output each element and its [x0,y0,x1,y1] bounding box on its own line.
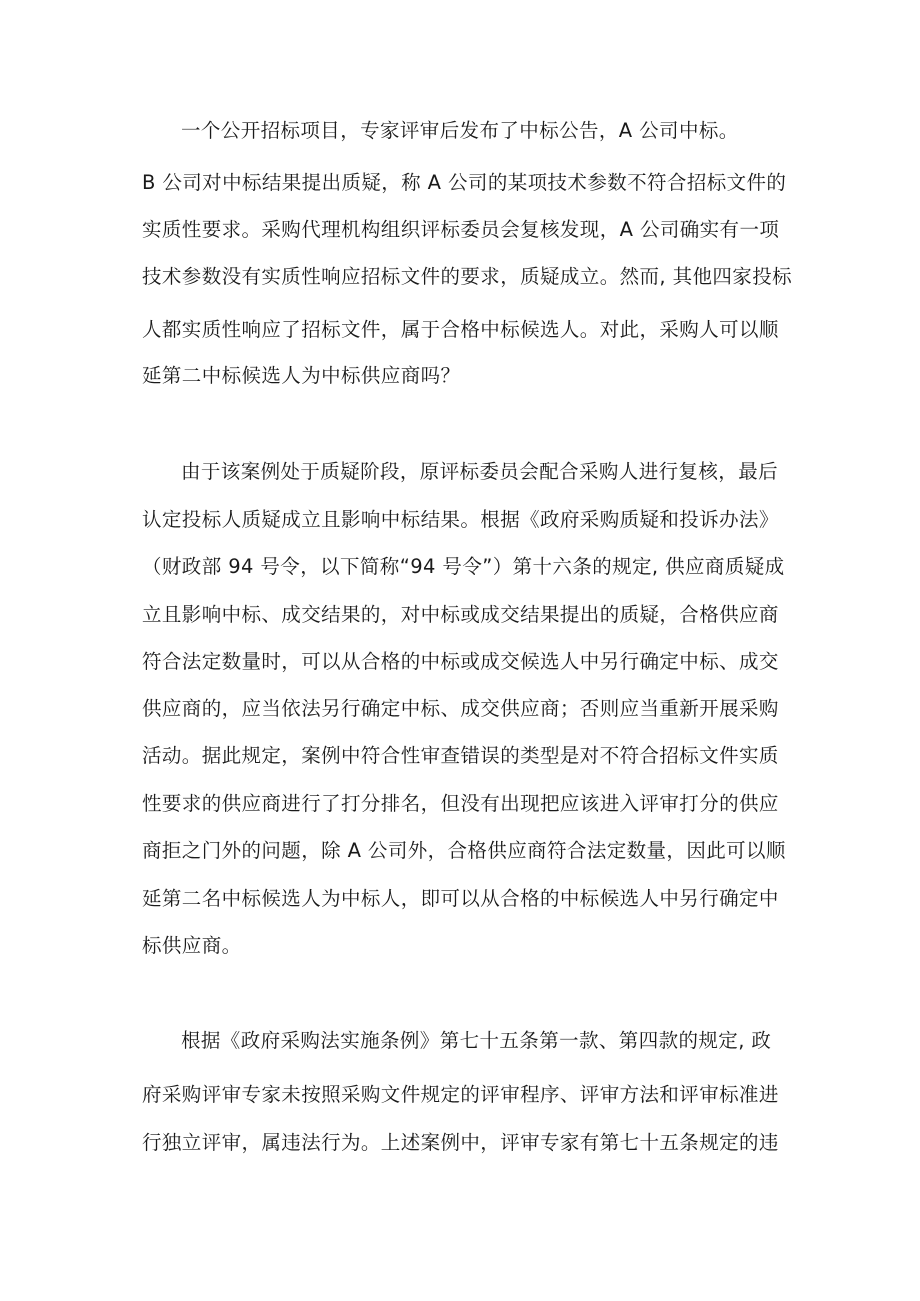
paragraph-1-line-6: 延第二中标候选人为中标供应商吗？ [142,364,461,387]
paragraph-2-line-4: 立且影响中标、成交结果的，对中标或成交结果提出的质疑，合格供应商 [142,603,779,626]
paragraph-2-line-6: 供应商的，应当依法另行确定中标、成交供应商；否则应当重新开展采购 [142,697,779,720]
paragraph-2-line-10: 延第二名中标候选人为中标人，即可以从合格的中标候选人中另行确定中 [142,887,779,910]
paragraph-2-line-8: 性要求的供应商进行了打分排名，但没有出现把应该进入评审打分的供应 [142,792,779,815]
paragraph-3-line-2: 府采购评审专家未按照采购文件规定的评审程序、评审方法和评审标准进 [142,1083,779,1106]
paragraph-2-line-1: 由于该案例处于质疑阶段，原评标委员会配合采购人进行复核，最后 [181,460,779,483]
paragraph-1-line-3: 实质性要求。采购代理机构组织评标委员会复核发现，A 公司确实有一项 [142,218,780,241]
paragraph-1-line-1: 一个公开招标项目，专家评审后发布了中标公告，A 公司中标。 [181,119,739,142]
paragraph-3-line-3: 行独立评审，属违法行为。上述案例中，评审专家有第七十五条规定的违 [142,1131,779,1154]
paragraph-2-line-3: （财政部 94 号令，以下简称“94 号令”）第十六条的规定, 供应商质疑成 [142,555,785,578]
paragraph-2-line-9: 商拒之门外的问题，除 A 公司外，合格供应商符合法定数量，因此可以顺 [142,839,786,862]
paragraph-1-line-2: B 公司对中标结果提出质疑，称 A 公司的某项技术参数不符合招标文件的 [142,171,787,194]
paragraph-2-line-7: 活动。据此规定，案例中符合性审查错误的类型是对不符合招标文件实质 [142,744,779,767]
paragraph-2-line-11: 标供应商。 [142,934,242,957]
paragraph-2-line-5: 符合法定数量时，可以从合格的中标或成交候选人中另行确定中标、成交 [142,650,779,673]
paragraph-2-line-2: 认定投标人质疑成立且影响中标结果。根据《政府采购质疑和投诉办法》 [142,508,779,531]
paragraph-1-line-5: 人都实质性响应了招标文件，属于合格中标候选人。对此，采购人可以顺 [142,318,779,341]
paragraph-1-line-4: 技术参数没有实质性响应招标文件的要求，质疑成立。然而, 其他四家投标 [142,265,792,288]
paragraph-3-line-1: 根据《政府采购法实施条例》第七十五条第一款、第四款的规定, 政 [181,1029,772,1052]
